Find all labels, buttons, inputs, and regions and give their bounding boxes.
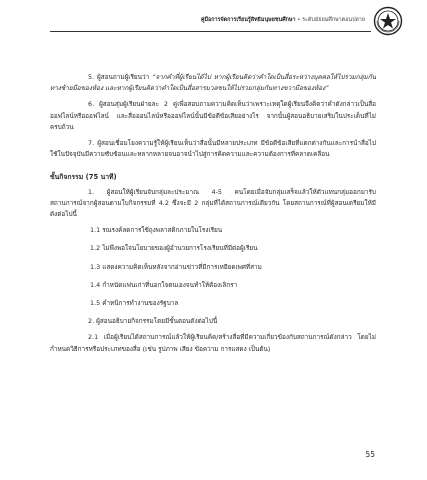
header-title: คู่มือการจัดการเรียนรู้สิทธิมนุษยชนศึกษา [200, 17, 296, 23]
activity-item-2-1: 2.1 เมื่อผู้เรียนได้สถานการณ์แล้วให้ผู้เรียนคิด/สร้างสื่อที่มีความเกี่ยวข้องกับสถานการณ์ดังกล่าว โดยไม่กำหนดวิธีการหรือประเภทของสื่อ (เช่น รูปภาพ เสียง ข้อความ การแสดง เป็นต้น) [50, 333, 376, 353]
sub-item-1-5: 1.5 คำหนิการทำงานของรัฐบาล [90, 299, 179, 308]
sub-item-1-1: 1.1 รณรงค์ลดการใช้ถุงพลาสติกภายในโรงเรียน [90, 226, 223, 235]
paragraph-5-lead: 5. ผู้สอนถามผู้เรียนว่า [88, 73, 150, 81]
header-subtitle: ระดับมัธยมศึกษาตอนปลาย [302, 17, 365, 23]
paragraph-5-quote: “จากคำที่ผู้เรียนได้ไป หากผู้เรียนคิดว่าคำใดเป็นสื่อระหว่างบุคคลให้ไปรวมกลุ่มกันทางซ้ายมือของห้อง และหากผู้เรียนคิดว่าคำใดเป็นสื่อสารมวลชนให้ไปรวมกลุ่มกันทางขวามือของห้อง” [50, 73, 376, 93]
sub-item-1-2: 1.2 ไม่พึงพอใจนโยบายของผู้อำนวยการโรงเรียนที่มีต่อผู้เรียน [90, 244, 258, 253]
activity-item-2: 2. ผู้สอนอธิบายกิจกรรมโดยมีขั้นตอนดังต่อไปนี้ [88, 317, 218, 326]
paragraph-5 [50, 72, 376, 94]
header-text [201, 16, 365, 24]
header-divider [50, 31, 371, 32]
header-separator: • [297, 17, 303, 23]
paragraph-7: 7. ผู้สอนเชื่อมโยงความรู้ให้ผู้เรียนเห็นว่าสื่อนั้นมีหลายประเภท มีข้อดีข้อเสียที่แตกต่างกันและการนำสื่อไปใช้ในปัจจุบันมีความซับซ้อนและหลากหลายจนอาจนำไปสู่การคิดความและความต้องการที่คลาดเคลื่อน [50, 139, 376, 159]
paragraph-6: 6. ผู้สอนสุ่มผู้เรียนฝ่ายละ 2 คู่เพื่อสอบถามความคิดเห็นว่าเพราะเหตุใดผู้เรียนจึงคิดว่าคำดังกล่าวเป็นสื่อออฟไลน์หรือออฟไลน์ และสื่อออนไลน์หรือออฟไลน์นั้นมีข้อดีข้อเสียอย่างไร จากนั้นผู้สอนอธิบายเสริมในประเด็นที่ไม่ครบถ้วน [50, 100, 376, 131]
emblem-logo-icon [373, 6, 403, 36]
page-number: 55 [365, 450, 375, 459]
section-title: ขั้นกิจกรรม (75 นาที) [50, 173, 117, 182]
document-body [50, 72, 376, 360]
activity-item-1: 1. ผู้สอนให้ผู้เรียนจับกลุ่มละประมาณ 4-5 คนโดยเมื่อจับกลุ่มเสร็จแล้วให้ตัวแทนกลุ่มออกมารับสถานการณ์จากผู้สอนตามใบกิจกรรมที่ 4.2 ซึ่งจะมี 2 กลุ่มที่ได้สถานการณ์เดียวกัน โดยสถานการณ์ที่ผู้สอนเตรียมให้มีดังต่อไปนี้ [50, 187, 376, 219]
sub-item-1-4: 1.4 กำหนัดแฟนเก่าที่นอกใจตนเองจนทำให้ต้องเลิกรา [90, 280, 238, 289]
page-header [0, 0, 427, 40]
sub-item-1-3: 1.3 แสดงความคิดเห็นหลังจากอ่านข่าวที่มีการเหยียดเพศที่สาม [90, 262, 262, 271]
